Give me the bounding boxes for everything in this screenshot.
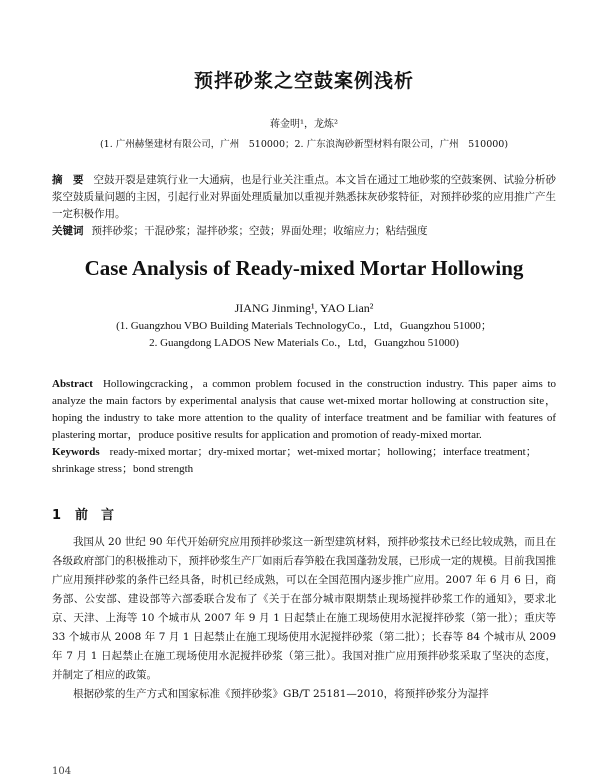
english-abstract-text: Hollowingcracking，a common problem focused in the construction industry. This paper aims to analyze the main factors by experimental analysis that cause wet-mixed mortar hollowing at construction site，hoping the industry to take more attention to the quality of interface treatment and be familiar with features of plastering mortar，produce positive results for application and promotion of ready-mixed mortar. <box>52 378 556 441</box>
english-title: Case Analysis of Ready-mixed Mortar Hollowing <box>84 256 524 280</box>
page-number: 104 <box>52 766 72 777</box>
chinese-title: 预拌砂浆之空鼓案例浅析 <box>193 70 414 92</box>
chinese-keywords-label: 关键词 <box>52 225 84 237</box>
section-title: 前 言 <box>75 508 115 523</box>
english-keywords-label: Keywords <box>52 446 100 458</box>
chinese-keywords <box>52 223 556 240</box>
english-keywords <box>52 444 556 478</box>
section-paragraph-2: 根据砂浆的生产方式和国家标准《预拌砂浆》GB/T 25181—2010，将预拌砂浆分为湿拌 <box>73 688 489 700</box>
english-affiliation <box>52 318 556 352</box>
english-keywords-text: ready-mixed mortar；dry-mixed mortar；wet-mixed mortar；hollowing；interface treatment；shrinkage stress；bond strength <box>52 446 537 475</box>
section-paragraph-1: 我国从 20 世纪 90 年代开始研究应用预拌砂浆这一新型建筑材料，预拌砂浆技术已经比较成熟，而且在各级政府部门的积极推动下，预拌砂浆生产厂如雨后春笋般在我国蓬勃发展，已形成一定的规模。目前我国推广应用预拌砂浆的条件已经具备，时机已经成熟，可以在全国范围内逐步推广应用。2007 年 6 月 6 日，商务部、公安部、建设部等六部委联合发布了《关于在部分城市限期禁止现场搅拌砂浆工作的通知》，要求北京、天津、上海等 10 个城市从 2007 年 9 月 1 日起禁止在施工现场使用水泥搅拌砂浆（第一批）；重庆等 33 个城市从 2008 年 7 月 1 日起禁止在施工现场使用水泥搅拌砂浆（第二批）；长春等 84 个城市从 2009 年 7 月 1 日起禁止在施工现场使用水泥搅拌砂浆（第三批）。我国对推广应用预拌砂浆采取了坚决的态度，并制定了相应的政策。 <box>52 536 556 681</box>
english-affiliation-line-1: (1. Guangzhou VBO Building Materials TechnologyCo.，Ltd，Guangzhou 51000； <box>116 320 492 332</box>
section-heading <box>52 504 556 523</box>
english-authors: JIANG Jinming¹, YAO Lian² <box>234 301 374 315</box>
chinese-authors: 蒋金明¹，龙炼² <box>269 119 339 130</box>
chinese-keywords-text: 预拌砂浆；干混砂浆；湿拌砂浆；空鼓；界面处理；收缩应力；粘结强度 <box>91 225 428 237</box>
english-abstract <box>52 376 556 444</box>
chinese-abstract <box>52 172 556 223</box>
section-number: 1 <box>52 508 62 523</box>
english-abstract-label: Abstract <box>52 378 93 390</box>
chinese-abstract-text: 空鼓开裂是建筑行业一大通病，也是行业关注重点。本文旨在通过工地砂浆的空鼓案例、试验分析砂浆空鼓质量问题的主因，引起行业对界面处理质量加以重视并熟悉抹灰砂浆特征，对预拌砂浆的应用推广产生一定积极作用。 <box>52 174 557 220</box>
chinese-affiliation: (1. 广州赫堡建材有限公司，广州 510000；2. 广东浪淘砂新型材料有限公司，广州 510000) <box>99 139 509 150</box>
chinese-abstract-label: 摘 要 <box>52 174 84 186</box>
english-affiliation-line-2: 2. Guangdong LADOS New Materials Co.，Ltd，Guangzhou 51000) <box>149 337 459 349</box>
